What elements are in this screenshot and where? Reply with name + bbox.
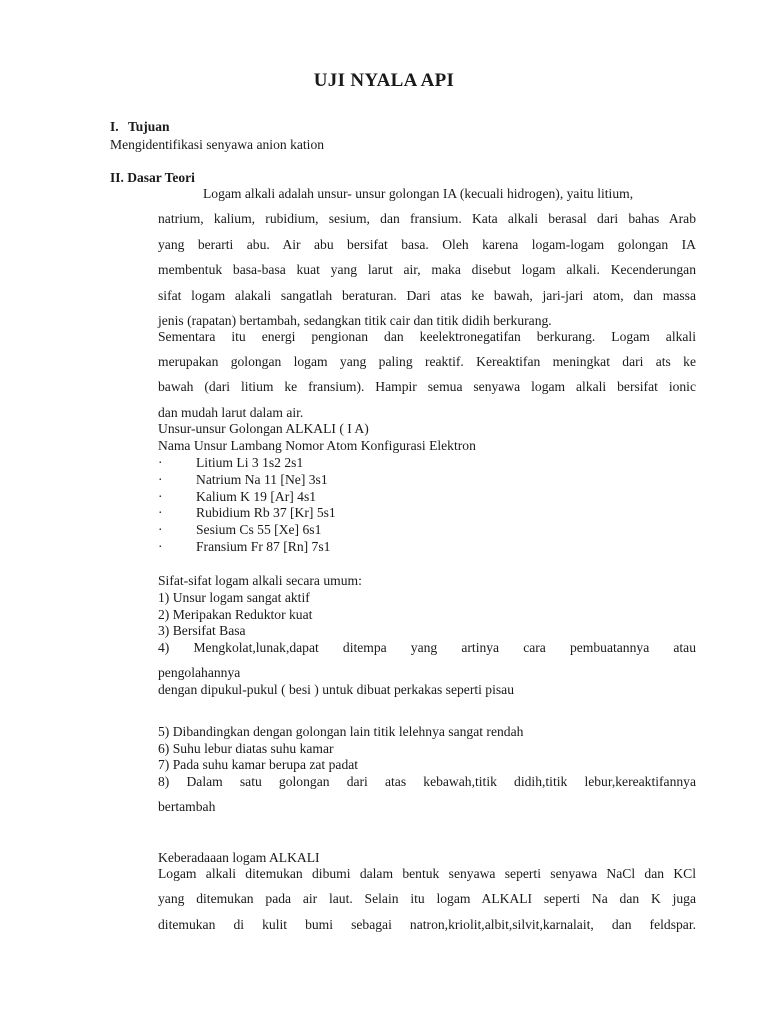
list-item: Rubidium Rb 37 [Kr] 5s1	[196, 505, 336, 520]
paragraph-2-line: bawah (dari litium ke fransium). Hampir semua senyawa logam alkali bersifat ionic	[158, 379, 696, 394]
bullet-icon: ·	[158, 455, 163, 470]
property-item: 4) Mengkolat,lunak,dapat ditempa yang artinya cara pembuatannya atau	[158, 640, 696, 655]
paragraph-1-line: jenis (rapatan) bertambah, sedangkan titik cair dan titik didih berkurang.	[158, 313, 552, 328]
list-item: Kalium K 19 [Ar] 4s1	[196, 489, 317, 504]
section-1-text: Mengidentifikasi senyawa anion kation	[110, 137, 325, 152]
property-item: 7) Pada suhu kamar berupa zat padat	[158, 757, 359, 772]
property-item-continued: pengolahannya	[158, 665, 241, 680]
properties-heading: Sifat-sifat logam alkali secara umum:	[158, 573, 362, 588]
occurrence-line: Logam alkali ditemukan dibumi dalam bentuk senyawa seperti senyawa NaCl dan KCl	[158, 866, 696, 881]
list-item: Fransium Fr 87 [Rn] 7s1	[196, 539, 331, 554]
paragraph-1-line: yang berarti abu. Air abu bersifat basa. Oleh karena logam-logam golongan IA	[158, 237, 696, 252]
section-1-number: I.	[110, 119, 119, 134]
property-item: 8) Dalam satu golongan dari atas kebawah,titik didih,titik lebur,kereaktifannya	[158, 774, 696, 789]
paragraph-2-line: dan mudah larut dalam air.	[158, 405, 304, 420]
list-item: Sesium Cs 55 [Xe] 6s1	[196, 522, 322, 537]
occurrence-line: yang ditemukan pada air laut. Selain itu logam ALKALI seperti Na dan K juga	[158, 891, 696, 906]
group-heading: Unsur-unsur Golongan ALKALI ( I A)	[158, 421, 369, 436]
section-1-heading: Tujuan	[128, 119, 170, 134]
property-item-continued: bertambah	[158, 799, 216, 814]
section-2-heading: II. Dasar Teori	[110, 170, 195, 185]
bullet-icon: ·	[158, 472, 163, 487]
bullet-icon: ·	[158, 505, 163, 520]
paragraph-1-line: sifat logam alakali sangatlah beraturan. Dari atas ke bawah, jari-jari atom, dan massa	[158, 288, 696, 303]
paragraph-2-line: merupakan golongan logam yang paling reaktif. Kereaktifan meningkat dari ats ke	[158, 354, 696, 369]
paragraph-1-line: natrium, kalium, rubidium, sesium, dan fransium. Kata alkali berasal dari bahas Arab	[158, 211, 696, 226]
bullet-icon: ·	[158, 522, 163, 537]
list-item: Litium Li 3 1s2 2s1	[196, 455, 304, 470]
bullet-icon: ·	[158, 489, 163, 504]
list-item: Natrium Na 11 [Ne] 3s1	[196, 472, 328, 487]
occurrence-heading: Keberadaaan logam ALKALI	[158, 850, 320, 865]
property-item: 1) Unsur logam sangat aktif	[158, 590, 310, 605]
property-item: 3) Bersifat Basa	[158, 623, 246, 638]
property-item: 5) Dibandingkan dengan golongan lain titik lelehnya sangat rendah	[158, 724, 524, 739]
paragraph-1-line: Logam alkali adalah unsur- unsur golongan IA (kecuali hidrogen), yaitu litium,	[203, 186, 634, 201]
page-title: UJI NYALA API	[313, 70, 455, 91]
table-header: Nama Unsur Lambang Nomor Atom Konfigurasi Elektron	[158, 438, 476, 453]
occurrence-line: ditemukan di kulit bumi sebagai natron,kriolit,albit,silvit,karnalait, dan feldspar.	[158, 917, 696, 932]
paragraph-1-line: membentuk basa-basa kuat yang larut air, maka disebut logam alkali. Kecenderungan	[158, 262, 696, 277]
property-item: 6) Suhu lebur diatas suhu kamar	[158, 741, 334, 756]
bullet-icon: ·	[158, 539, 163, 554]
property-item: 2) Meripakan Reduktor kuat	[158, 607, 313, 622]
paragraph-2-line: Sementara itu energi pengionan dan keelektronegatifan berkurang. Logam alkali	[158, 329, 696, 344]
property-item-continued: dengan dipukul-pukul ( besi ) untuk dibuat perkakas seperti pisau	[158, 682, 514, 697]
